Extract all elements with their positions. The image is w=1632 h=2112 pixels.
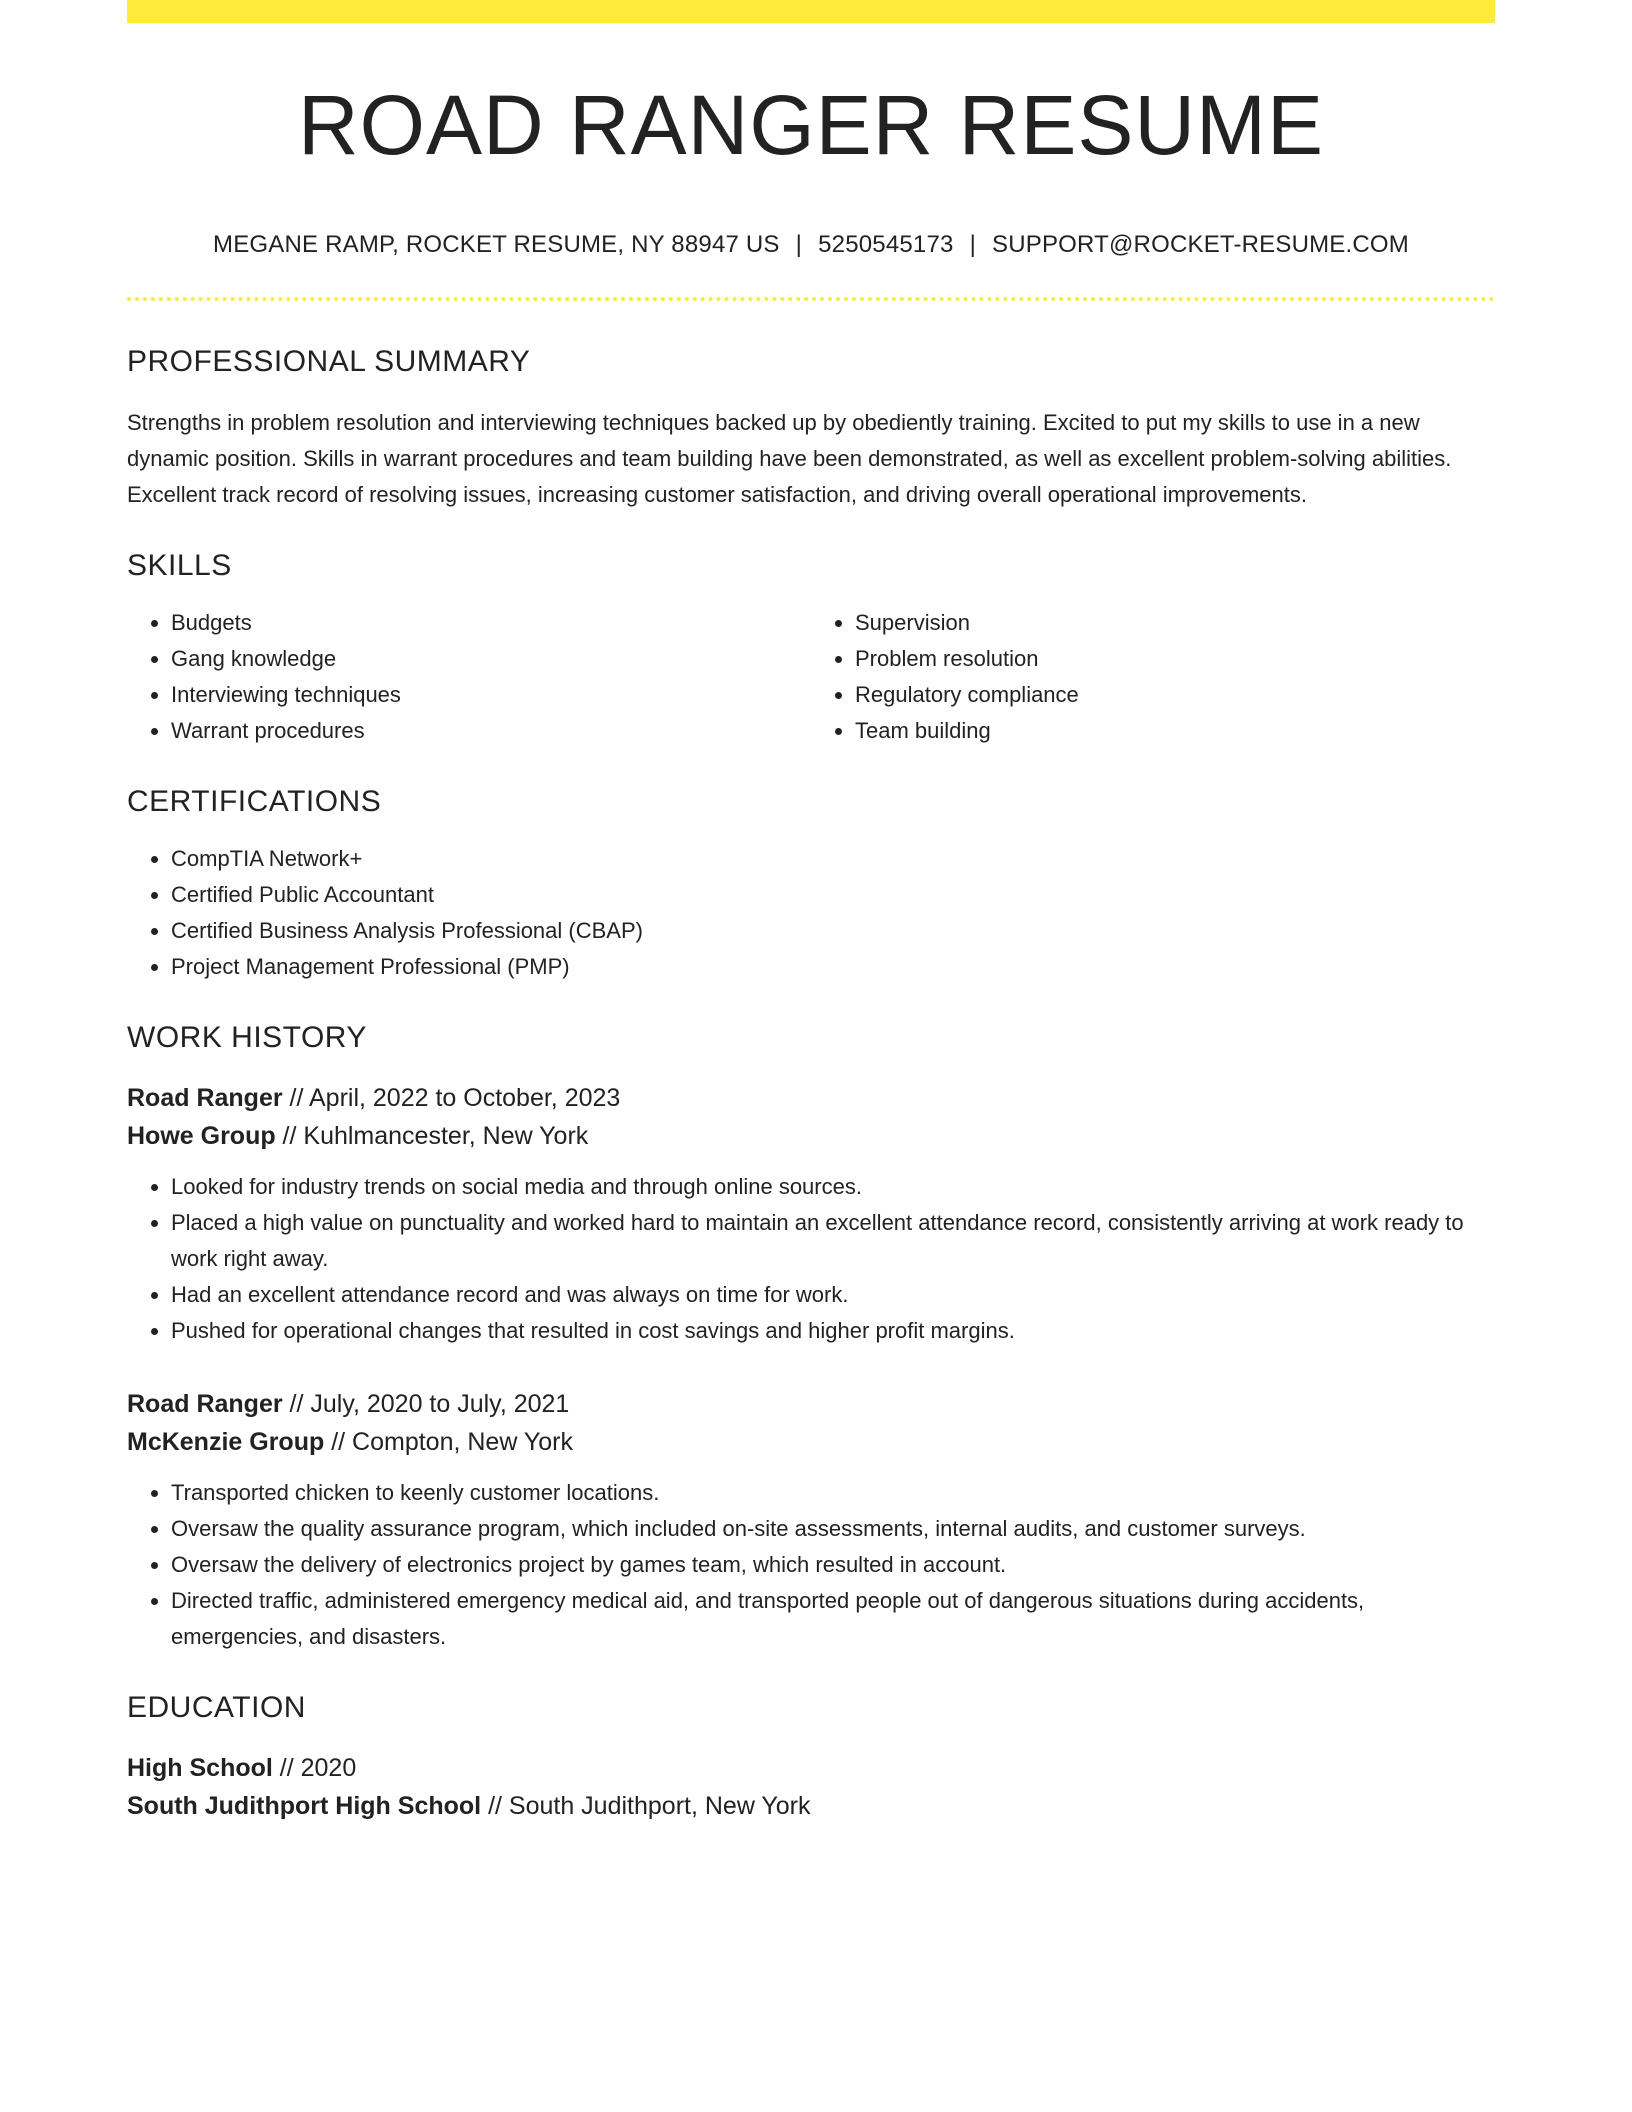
certification-item: • Certified Business Analysis Professional (CBAP) — [171, 913, 1495, 949]
job-dates: // July, 2020 to July, 2021 — [282, 1390, 570, 1418]
section-heading-work-history: WORK HISTORY — [127, 1021, 367, 1054]
certification-item: • CompTIA Network+ — [171, 841, 1495, 877]
certifications-section — [127, 785, 1495, 985]
education-degree-line — [127, 1749, 1495, 1787]
education-degree: High School — [127, 1754, 273, 1782]
job-bullet: • Transported chicken to keenly customer locations. — [171, 1475, 1495, 1511]
skill-item: • Regulatory compliance — [855, 677, 1495, 713]
section-heading-certifications: CERTIFICATIONS — [127, 785, 382, 818]
job-company: Howe Group — [127, 1122, 276, 1150]
skill-item: • Interviewing techniques — [171, 677, 811, 713]
job-company-line — [127, 1117, 1495, 1155]
contact-line — [127, 231, 1495, 259]
job-title-line — [127, 1385, 1495, 1423]
education-school: South Judithport High School — [127, 1792, 482, 1820]
job-bullet: • Oversaw the delivery of electronics project by games team, which resulted in account. — [171, 1547, 1495, 1583]
certification-item: • Certified Public Accountant — [171, 877, 1495, 913]
job-bullet: • Oversaw the quality assurance program, which included on-site assessments, internal audits, and customer surveys. — [171, 1511, 1495, 1547]
job-bullet: • Directed traffic, administered emergency medical aid, and transported people out of dangerous situations during accidents, emergencies, and disasters. — [171, 1583, 1495, 1655]
job-entry — [127, 1079, 1495, 1349]
job-bullets — [127, 1169, 1495, 1349]
education-entry — [127, 1749, 1495, 1825]
job-bullet: • Looked for industry trends on social media and through online sources. — [171, 1169, 1495, 1205]
skill-item: • Gang knowledge — [171, 641, 811, 677]
skill-item: • Warrant procedures — [171, 713, 811, 749]
job-location: // Compton, New York — [324, 1428, 573, 1456]
job-dates: // April, 2022 to October, 2023 — [282, 1084, 621, 1112]
skills-list-right — [811, 605, 1495, 749]
job-bullet: • Placed a high value on punctuality and worked hard to maintain an excellent attendance record, consistently arriving at work ready to work right away. — [171, 1205, 1495, 1277]
skill-item: • Budgets — [171, 605, 811, 641]
job-bullet: • Pushed for operational changes that resulted in cost savings and higher profit margins. — [171, 1313, 1495, 1349]
skill-item: • Problem resolution — [855, 641, 1495, 677]
summary-section — [127, 345, 1495, 513]
contact-email: SUPPORT@ROCKET-RESUME.COM — [992, 231, 1409, 258]
job-bullets — [127, 1475, 1495, 1655]
certifications-list — [127, 841, 1495, 985]
certification-item: • Project Management Professional (PMP) — [171, 949, 1495, 985]
job-title: Road Ranger — [127, 1390, 283, 1418]
job-title: Road Ranger — [127, 1084, 283, 1112]
section-heading-summary: PROFESSIONAL SUMMARY — [127, 345, 531, 378]
skill-item: • Team building — [855, 713, 1495, 749]
job-company: McKenzie Group — [127, 1428, 325, 1456]
header-divider — [127, 297, 1495, 301]
skills-grid — [127, 583, 1495, 749]
education-section — [127, 1691, 1495, 1825]
contact-separator: | — [969, 231, 977, 258]
education-year: // 2020 — [272, 1754, 357, 1782]
contact-separator: | — [795, 231, 803, 258]
section-heading-education: EDUCATION — [127, 1691, 306, 1724]
top-accent-bar — [127, 0, 1495, 23]
section-heading-skills: SKILLS — [127, 549, 232, 582]
education-location: // South Judithport, New York — [481, 1792, 811, 1820]
contact-address: MEGANE RAMP, ROCKET RESUME, NY 88947 US — [213, 231, 780, 258]
job-bullet: • Had an excellent attendance record and was always on time for work. — [171, 1277, 1495, 1313]
skills-section — [127, 549, 1495, 749]
work-history-section — [127, 1021, 1495, 1655]
resume-title: ROAD RANGER RESUME — [297, 78, 1325, 172]
job-entry — [127, 1385, 1495, 1655]
resume-page — [127, 0, 1495, 1825]
job-title-line — [127, 1079, 1495, 1117]
job-company-line — [127, 1423, 1495, 1461]
skill-item: • Supervision — [855, 605, 1495, 641]
skills-list-left — [127, 605, 811, 749]
education-school-line — [127, 1787, 1495, 1825]
summary-text: Strengths in problem resolution and interviewing techniques backed up by obediently training. Excited to put my skills to use in a new dynamic position. Skills in warrant procedures and team building have been demonstrated, as well as excellent problem-solving abilities. Excellent track record of resolving issues, increasing customer satisfaction, and driving overall operational improvements. — [127, 410, 1452, 507]
contact-phone: 5250545173 — [818, 231, 954, 258]
job-location: // Kuhlmancester, New York — [275, 1122, 589, 1150]
